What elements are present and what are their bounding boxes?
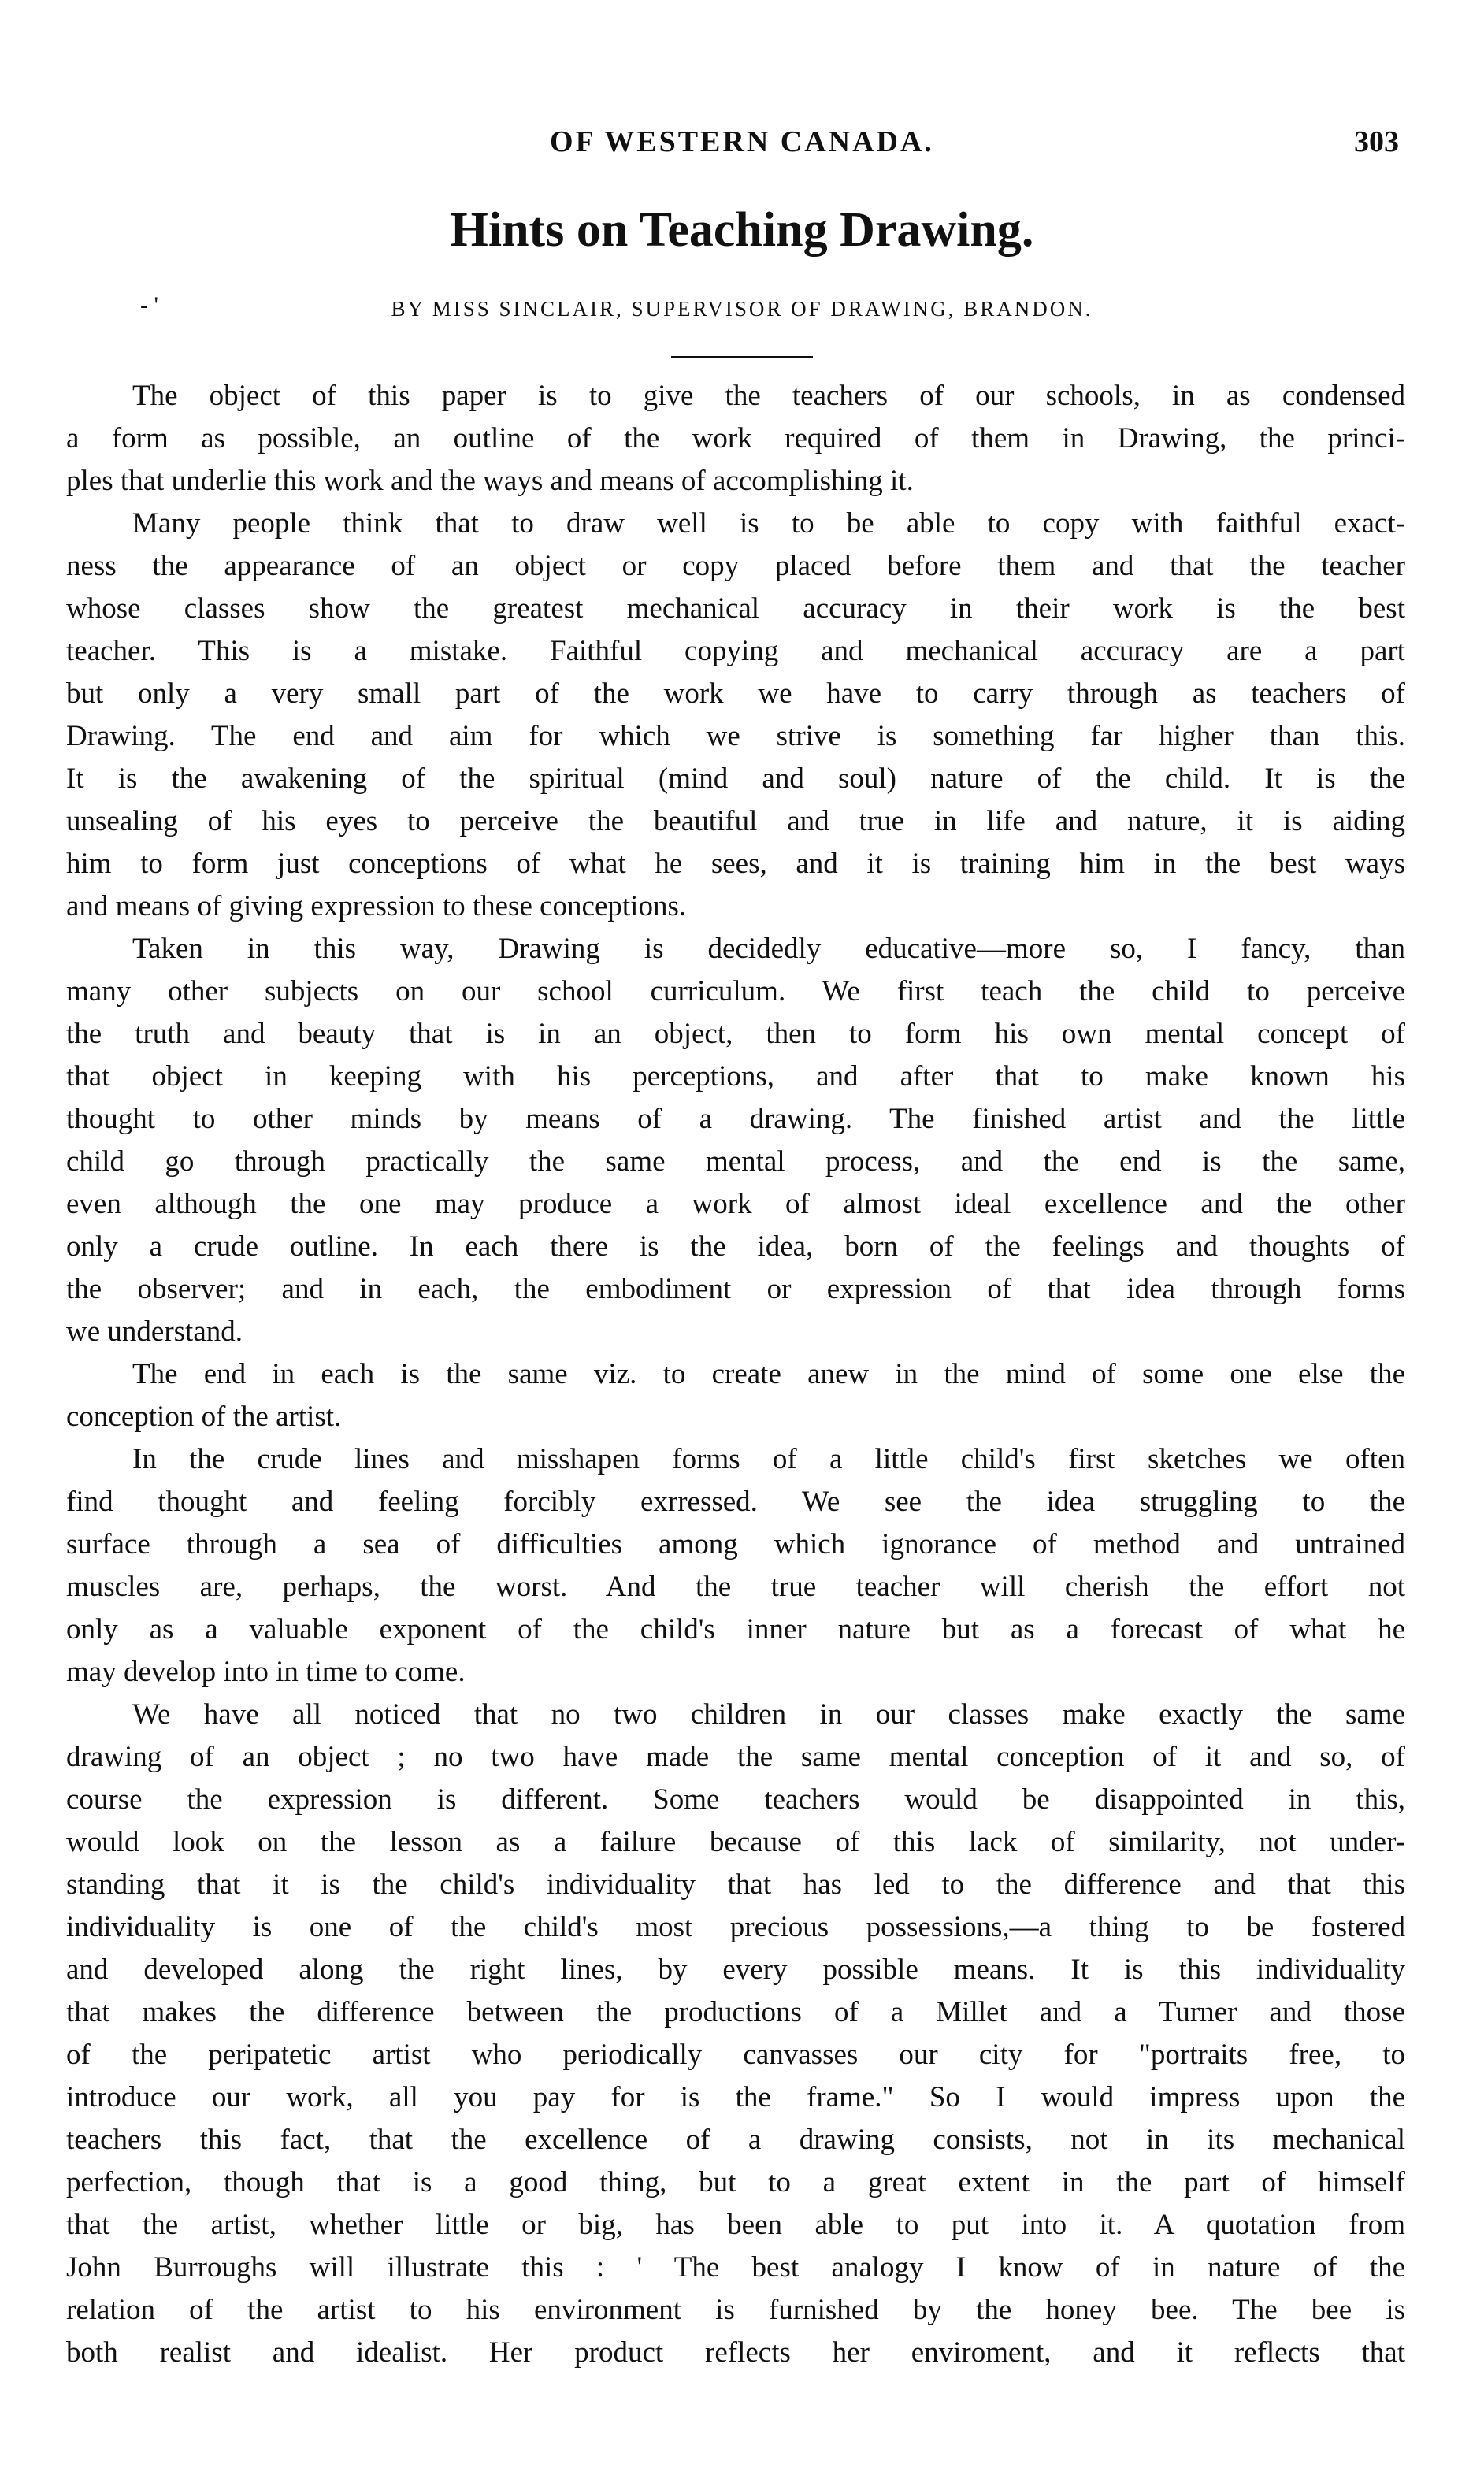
- text-line: that makes the difference between the productions of a Millet and a Turner and those: [66, 1996, 1405, 2028]
- text-line: and developed along the right lines, by every possible means. It is this individuality: [66, 1954, 1405, 1986]
- text-line: of the peripatetic artist who periodically canvasses our city for "portraits free, to: [66, 2039, 1405, 2071]
- text-line: Drawing. The end and aim for which we strive is something far higher than this.: [66, 720, 1405, 752]
- text-line: but only a very small part of the work we have to carry through as teachers of: [66, 677, 1405, 710]
- byline-mark: - ': [140, 292, 158, 318]
- running-title: OF WESTERN CANADA.: [550, 125, 934, 158]
- text-line: find thought and feeling forcibly exrressed. We see the idea struggling to the: [66, 1486, 1405, 1518]
- text-line: that object in keeping with his perceptions, and after that to make known his: [66, 1060, 1405, 1093]
- text-line: In the crude lines and misshapen forms of a little child's first sketches we often: [132, 1443, 1405, 1475]
- text-line: relation of the artist to his environment is furnished by the honey bee. The bee is: [66, 2294, 1405, 2326]
- text-line: the truth and beauty that is in an object, then to form his own mental concept of: [66, 1018, 1405, 1050]
- text-line: may develop into in time to come.: [66, 1656, 466, 1688]
- running-header: [0, 118, 1484, 165]
- text-line: individuality is one of the child's most precious possessions,—a thing to be fostered: [66, 1911, 1405, 1943]
- text-line: the observer; and in each, the embodiment or expression of that idea through forms: [66, 1273, 1405, 1305]
- text-line: only a crude outline. In each there is the idea, born of the feelings and thoughts of: [66, 1230, 1405, 1263]
- text-line: We have all noticed that no two children in our classes make exactly the same: [132, 1698, 1405, 1731]
- text-line: muscles are, perhaps, the worst. And the true teacher will cherish the effort not: [66, 1571, 1405, 1603]
- text-line: and means of giving expression to these conceptions.: [66, 890, 687, 922]
- page-number: 303: [1354, 125, 1399, 158]
- text-line: Taken in this way, Drawing is decidedly educative—more so, I fancy, than: [132, 933, 1405, 965]
- text-line: thought to other minds by means of a drawing. The finished artist and the little: [66, 1103, 1405, 1135]
- text-line: perfection, though that is a good thing, but to a great extent in the part of himself: [66, 2166, 1405, 2198]
- text-line: The object of this paper is to give the teachers of our schools, in as condensed: [132, 380, 1405, 412]
- byline: BY MISS SINCLAIR, SUPERVISOR OF DRAWING, BRANDON.: [391, 297, 1093, 321]
- text-line: drawing of an object ; no two have made the same mental conception of it and so, of: [66, 1741, 1405, 1773]
- text-line: The end in each is the same viz. to create anew in the mind of some one else the: [132, 1358, 1405, 1390]
- text-line: teachers this fact, that the excellence of a drawing consists, not in its mechanical: [66, 2124, 1405, 2156]
- text-line: ples that underlie this work and the ways and means of accomplishing it.: [66, 465, 914, 497]
- text-line: many other subjects on our school curriculum. We first teach the child to perceive: [66, 975, 1405, 1007]
- article-title: Hints on Teaching Drawing.: [450, 203, 1034, 257]
- text-line: surface through a sea of difficulties among which ignorance of method and untrained: [66, 1528, 1405, 1560]
- text-line: standing that it is the child's individuality that has led to the difference and that this: [66, 1868, 1405, 1901]
- text-line: It is the awakening of the spiritual (mind and soul) nature of the child. It is the: [66, 762, 1405, 795]
- text-line: John Burroughs will illustrate this : ' The best analogy I know of in nature of the: [66, 2251, 1405, 2284]
- text-line: introduce our work, all you pay for is the frame." So I would impress upon the: [66, 2081, 1405, 2113]
- text-line: teacher. This is a mistake. Faithful copying and mechanical accuracy are a part: [66, 635, 1405, 667]
- article-body: [66, 375, 1405, 2374]
- text-line: would look on the lesson as a failure because of this lack of similarity, not under-: [66, 1826, 1405, 1858]
- text-line: unsealing of his eyes to perceive the beautiful and true in life and nature, it is aiding: [66, 805, 1405, 837]
- text-line: conception of the artist.: [66, 1401, 342, 1433]
- title-divider: [671, 356, 813, 358]
- text-line: course the expression is different. Some teachers would be disappointed in this,: [66, 1783, 1405, 1816]
- text-line: Many people think that to draw well is to be able to copy with faithful exact-: [132, 507, 1405, 540]
- text-line: ness the appearance of an object or copy placed before them and that the teacher: [66, 550, 1405, 582]
- text-line: we understand.: [66, 1315, 243, 1348]
- text-line: both realist and idealist. Her product reflects her enviroment, and it reflects that: [66, 2336, 1405, 2369]
- text-line: him to form just conceptions of what he sees, and it is training him in the best ways: [66, 848, 1405, 880]
- text-line: child go through practically the same mental process, and the end is the same,: [66, 1145, 1405, 1178]
- text-line: even although the one may produce a work of almost ideal excellence and the other: [66, 1188, 1405, 1220]
- text-line: whose classes show the greatest mechanical accuracy in their work is the best: [66, 592, 1405, 625]
- text-line: that the artist, whether little or big, has been able to put into it. A quotation from: [66, 2209, 1405, 2241]
- text-line: only as a valuable exponent of the child's inner nature but as a forecast of what he: [66, 1613, 1405, 1646]
- text-line: a form as possible, an outline of the work required of them in Drawing, the princi-: [66, 422, 1405, 455]
